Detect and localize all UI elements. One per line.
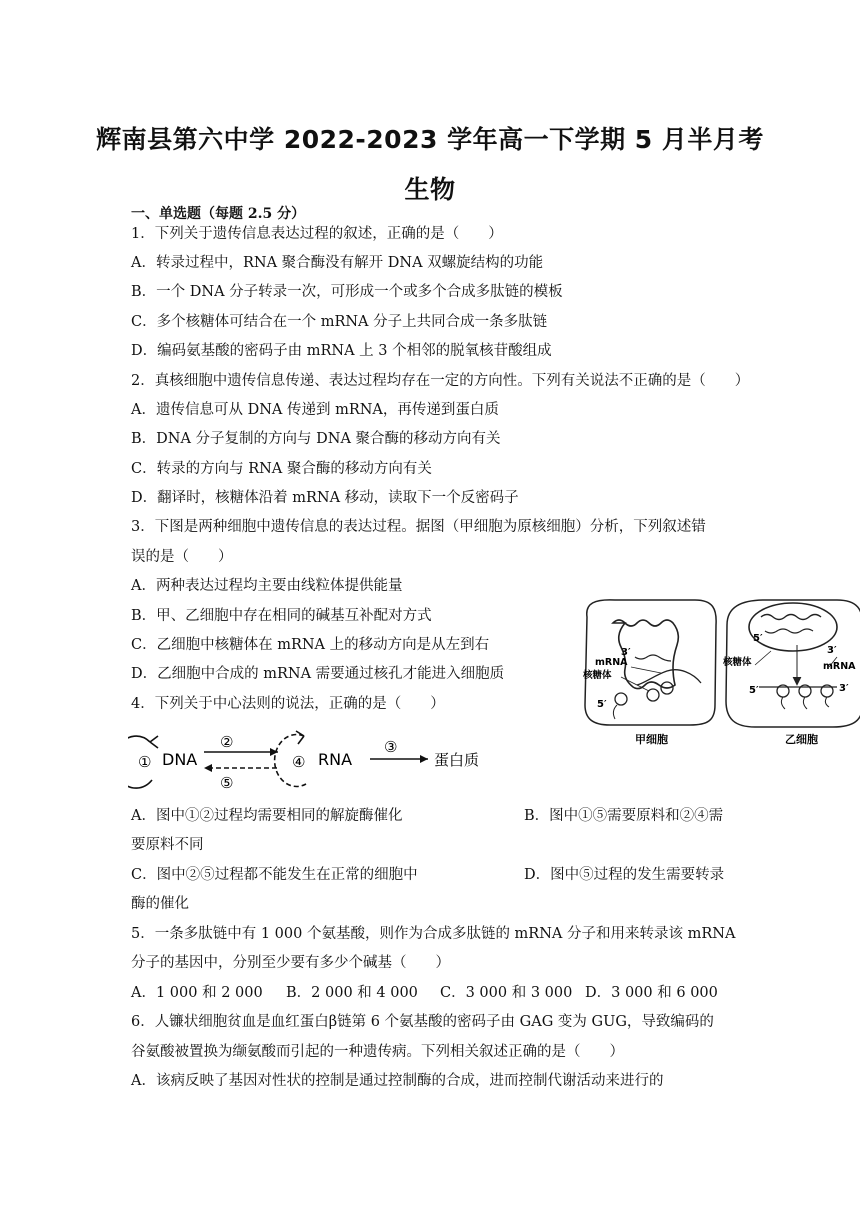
q2-option-c: C．转录的方向与 RNA 聚合酶的移动方向有关 bbox=[131, 461, 432, 477]
q3-stem-line1: 3．下图是两种细胞中遗传信息的表达过程。据图（甲细胞为原核细胞）分析，下列叙述错 bbox=[131, 519, 706, 535]
q3-option-a: A．两种表达过程均主要由线粒体提供能量 bbox=[131, 578, 403, 594]
q5-option-d: D．3 000 和 6 000 bbox=[585, 985, 718, 1001]
label-ribosome-a: 核糖体 bbox=[583, 670, 612, 681]
label-5prime-a: 5′ bbox=[597, 699, 607, 710]
label-circle-2: ② bbox=[220, 733, 234, 751]
label-mrna-a: mRNA bbox=[595, 657, 628, 668]
label-5prime-b-top: 5′ bbox=[753, 633, 763, 644]
q3-option-c: C．乙细胞中核糖体在 mRNA 上的移动方向是从左到右 bbox=[131, 637, 490, 653]
q3-option-d: D．乙细胞中合成的 mRNA 需要通过核孔才能进入细胞质 bbox=[131, 666, 505, 682]
label-3prime-b-top: 3′ bbox=[827, 645, 837, 656]
q6-stem-line2: 谷氨酸被置换为缬氨酸而引起的一种遗传病。下列相关叙述正确的是（ ） bbox=[131, 1044, 624, 1060]
label-3prime-b: 3′ bbox=[839, 683, 849, 694]
label-protein: 蛋白质 bbox=[434, 751, 480, 769]
label-circle-1: ① bbox=[138, 753, 152, 771]
q6-option-a: A．该病反映了基因对性状的控制是通过控制酶的合成，进而控制代谢活动来进行的 bbox=[131, 1073, 664, 1089]
q2-option-b: B．DNA 分子复制的方向与 DNA 聚合酶的移动方向有关 bbox=[131, 431, 501, 447]
eukaryote-cell bbox=[722, 600, 860, 746]
section-heading: 一、单选题（每题 2.5 分） bbox=[131, 206, 306, 222]
q1-option-c: C．多个核糖体可结合在一个 mRNA 分子上共同合成一条多肽链 bbox=[131, 314, 548, 330]
q5-stem-line1: 5．一条多肽链中有 1 000 个氨基酸，则作为合成多肽链的 mRNA 分子和用来转录该 mRNA bbox=[131, 926, 736, 942]
exam-subject: 生物 bbox=[404, 175, 456, 204]
label-dna: DNA bbox=[162, 750, 198, 769]
cell-b-caption: 乙细胞 bbox=[785, 733, 818, 746]
label-mrna-b: mRNA bbox=[823, 661, 856, 672]
label-3prime-a: 3′ bbox=[621, 647, 631, 658]
q2-option-a: A．遗传信息可从 DNA 传递到 mRNA，再传递到蛋白质 bbox=[131, 402, 499, 418]
q1-option-a: A．转录过程中，RNA 聚合酶没有解开 DNA 双螺旋结构的功能 bbox=[131, 255, 544, 271]
exam-title: 辉南县第六中学 2022-2023 学年高一下学期 5 月半月考 bbox=[96, 125, 764, 154]
q5-option-b: B．2 000 和 4 000 bbox=[286, 985, 418, 1001]
central-dogma-diagram bbox=[128, 722, 488, 797]
q4-option-a: A．图中①②过程均需要相同的解旋酶催化 bbox=[131, 808, 403, 824]
q4-option-c: C．图中②⑤过程都不能发生在正常的细胞中 bbox=[131, 867, 418, 883]
label-rna: RNA bbox=[318, 750, 353, 769]
q6-stem-line1: 6．人镰状细胞贫血是血红蛋白β链第 6 个氨基酸的密码子由 GAG 变为 GUG，导致编码的 bbox=[131, 1014, 714, 1030]
label-5prime-b: 5′ bbox=[749, 685, 759, 696]
q4-stem: 4．下列关于中心法则的说法，正确的是（ ） bbox=[131, 696, 445, 712]
q2-stem: 2．真核细胞中遗传信息传递、表达过程均存在一定的方向性。下列有关说法不正确的是（ ） bbox=[131, 373, 750, 389]
q1-option-b: B．一个 DNA 分子转录一次，可形成一个或多个合成多肽链的模板 bbox=[131, 284, 563, 300]
q2-option-d: D．翻译时，核糖体沿着 mRNA 移动，读取下一个反密码子 bbox=[131, 490, 519, 506]
q5-option-c: C．3 000 和 3 000 bbox=[440, 985, 573, 1001]
q4-option-d: D．图中⑤过程的发生需要转录 bbox=[524, 867, 725, 883]
cell-a-caption: 甲细胞 bbox=[635, 733, 668, 746]
label-circle-5: ⑤ bbox=[220, 774, 234, 792]
prokaryote-cell bbox=[582, 600, 716, 746]
q4-option-b: B．图中①⑤需要原料和②④需 bbox=[524, 808, 724, 824]
cell-expression-figure bbox=[575, 595, 860, 755]
label-circle-3: ③ bbox=[384, 738, 398, 756]
q4-option-b-cont: 要原料不同 bbox=[131, 837, 204, 853]
label-circle-4: ④ bbox=[292, 753, 306, 771]
label-ribosome-b: 核糖体 bbox=[723, 657, 752, 668]
q5-option-a: A．1 000 和 2 000 bbox=[131, 985, 263, 1001]
q1-stem: 1．下列关于遗传信息表达过程的叙述，正确的是（ ） bbox=[131, 226, 503, 242]
q3-stem-line2: 误的是（ ） bbox=[131, 549, 233, 565]
q5-stem-line2: 分子的基因中，分别至少要有多少个碱基（ ） bbox=[131, 955, 450, 971]
q1-option-d: D．编码氨基酸的密码子由 mRNA 上 3 个相邻的脱氧核苷酸组成 bbox=[131, 343, 552, 359]
q4-option-d-cont: 酶的催化 bbox=[131, 896, 189, 912]
q3-option-b: B．甲、乙细胞中存在相同的碱基互补配对方式 bbox=[131, 608, 432, 624]
